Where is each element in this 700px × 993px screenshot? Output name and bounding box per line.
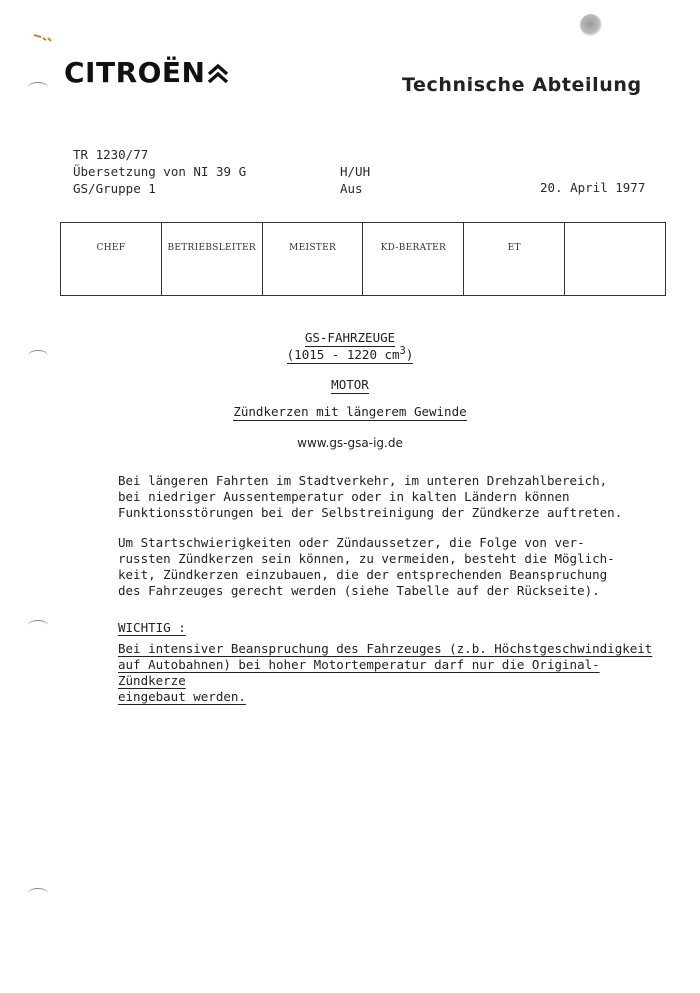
department-title: Technische Abteilung: [402, 74, 642, 96]
punch-hole-mark: [28, 620, 48, 631]
distribution-table: [60, 222, 666, 296]
text-line: keit, Zündkerzen einzubauen, die der entsprechenden Beanspruchung: [118, 567, 608, 582]
distribution-cell: KD-BERATER: [363, 223, 464, 296]
paragraph-3: [118, 641, 658, 705]
section-title: MOTOR: [331, 377, 369, 392]
text-line: Um Startschwierigkeiten oder Zündaussetzer, die Folge von ver-: [118, 535, 585, 550]
distribution-cell: BETRIEBSLEITER: [161, 223, 262, 296]
table-row: [61, 223, 666, 296]
text-line: Bei längeren Fahrten im Stadtverkehr, im unteren Drehzahlbereich,: [118, 473, 608, 488]
subject-row: [0, 404, 700, 421]
reference-block: [73, 146, 246, 197]
distribution-cell: CHEF: [61, 223, 162, 296]
author-initials: H/UH: [340, 164, 371, 179]
issue-status: Aus: [340, 181, 363, 196]
text-line: Bei intensiver Beanspruchung des Fahrzeuges (z.b. Höchstgeschwindigkeit: [118, 641, 653, 656]
brand-logo: [64, 56, 229, 89]
author-block: [340, 163, 370, 197]
punch-hole-mark: [28, 888, 48, 899]
displacement-row: [0, 345, 700, 364]
vehicle-title: GS-FAHRZEUGE: [304, 330, 396, 345]
displacement-text: (1015 - 1220 cm: [286, 347, 400, 363]
brand-name: CITROËN: [64, 56, 206, 89]
text-line: eingebaut werden.: [118, 689, 246, 704]
translation-note: Übersetzung von NI 39 G: [73, 164, 247, 179]
double-chevron-icon: [207, 62, 229, 84]
paragraph-1: [118, 473, 658, 521]
section-row: [0, 377, 700, 394]
punch-hole-mark: [28, 82, 48, 93]
ink-spot: [580, 14, 602, 36]
text-line: des Fahrzeuges gerecht werden (siehe Tabelle auf der Rückseite).: [118, 583, 600, 598]
paragraph-2: [118, 535, 658, 599]
reference-number: TR 1230/77: [73, 147, 149, 162]
website-link[interactable]: www.gs-gsa-ig.de: [297, 436, 403, 450]
distribution-cell: MEISTER: [262, 223, 363, 296]
document-date: 20. April 1977: [540, 180, 646, 195]
group-label: GS/Gruppe 1: [73, 181, 156, 196]
displacement: [287, 345, 414, 364]
important-heading: WICHTIG :: [118, 620, 186, 635]
distribution-cell: ET: [464, 223, 565, 296]
distribution-cell: [565, 223, 666, 296]
text-line: russten Zündkerzen sein können, zu vermeiden, besteht die Möglich-: [118, 551, 615, 566]
text-line: Funktionsstörungen bei der Selbstreinigung der Zündkerze auftreten.: [118, 505, 623, 520]
red-mark: [32, 32, 54, 42]
displacement-exponent: 3: [399, 345, 406, 357]
text-line: auf Autobahnen) bei hoher Motortemperatur darf nur die Original-Zündkerze: [118, 657, 600, 688]
subject-title: Zündkerzen mit längerem Gewinde: [233, 404, 467, 419]
text-line: bei niedriger Aussentemperatur oder in kalten Ländern können: [118, 489, 570, 504]
displacement-close: ): [405, 347, 414, 363]
